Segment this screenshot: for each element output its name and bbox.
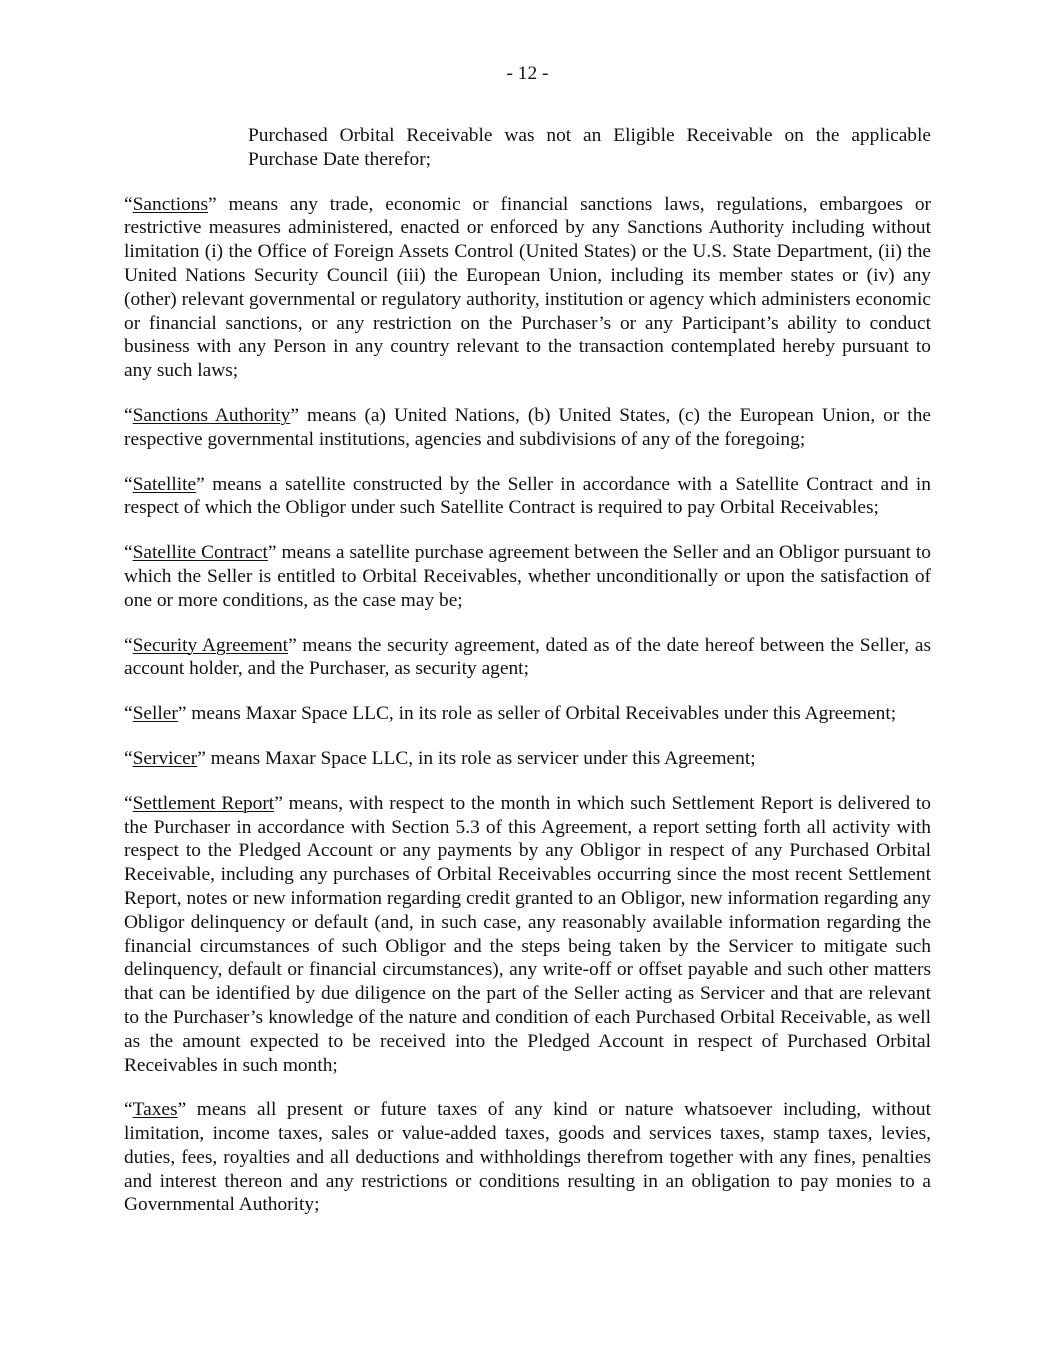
open-quote: “ [124, 792, 133, 814]
definition-text: means a satellite constructed by the Seller in accordance with a Satellite Contract and in respect of which the Obligor under such Satellite Contract is required to pay Orbital Receivables; [124, 473, 931, 519]
document-body [124, 124, 931, 1238]
defined-term: Settlement Report [132, 792, 275, 814]
definition-text: means, with respect to the month in which such Settlement Report is delivered to the Purchaser in accordance with Section 5.3 of this Agreement, a report setting forth all activity with respect to the Pledged Account or any payments by any Obligor in respect of any Purchased Orbital Receivable, including any purchases of Orbital Receivables occurring since the most recent Settlement Report, notes or new information regarding credit granted to an Obligor, new information regarding any Obligor delinquency or default (and, in such case, any reasonably available information regarding the financial circumstances of such Obligor and the steps being taken by the Servicer to mitigate such delinquency, default or financial circumstances), any write-off or offset payable and such other matters that can be identified by due diligence on the part of the Seller acting as Servicer and that are relevant to the Purchaser’s knowledge of the nature and condition of each Purchased Orbital Receivable, as well as the amount expected to be received into the Pledged Account in respect of Purchased Orbital Receivables in such month; [124, 792, 931, 1076]
defined-term: Sanctions Authority [132, 404, 291, 426]
defined-term: Satellite [132, 473, 197, 495]
open-quote: “ [124, 404, 133, 426]
defined-term: Satellite Contract [132, 542, 268, 564]
definition-text: means (a) United Nations, (b) United States, (c) the European Union, or the respective governmental institutions, agencies and subdivisions of any of the foregoing; [124, 404, 931, 450]
definition-text: means Maxar Space LLC, in its role as servicer under this Agreement; [205, 747, 756, 769]
definition-satellite-contract [124, 541, 931, 612]
definition-sanctions [124, 193, 931, 383]
close-quote: ” [208, 193, 217, 215]
definition-sanctions-authority [124, 404, 931, 452]
defined-term: Sanctions [132, 193, 209, 215]
close-quote: ” [267, 542, 277, 564]
definition-text: means any trade, economic or financial sanctions laws, regulations, embargoes or restrictive measures administered, enacted or enforced by any Sanctions Authority including without limitation (i) the Office of Foreign Assets Control (United States) or the U.S. State Department, (ii) the United Nations Security Council (iii) the European Union, including its member states or (iv) any (other) relevant governmental or regulatory authority, institution or agency which administers economic or financial sanctions, or any restriction on the Purchaser’s or any Participant’s ability to conduct business with any Person in any country relevant to the transaction contemplated hereby pursuant to any such laws; [124, 193, 931, 382]
close-quote: ” [274, 792, 283, 814]
continuation-paragraph: Purchased Orbital Receivable was not an Eligible Receivable on the applicable Purchase Date therefor; [248, 125, 931, 170]
defined-term: Servicer [132, 747, 198, 769]
defined-term: Taxes [132, 1099, 178, 1121]
defined-term: Seller [132, 703, 178, 725]
open-quote: “ [124, 634, 133, 656]
close-quote: ” [197, 747, 206, 769]
definition-security-agreement [124, 634, 931, 682]
defined-term: Security Agreement [132, 634, 289, 656]
definition-seller [124, 702, 931, 726]
page-number: - 12 - [506, 63, 549, 84]
definition-text: means all present or future taxes of any kind or nature whatsoever including, without limitation, income taxes, sales or value-added taxes, goods and services taxes, stamp taxes, levies, duties, fees, royalties and all deductions and withholdings therefrom together with any fines, penalties and interest thereon and any restrictions or conditions resulting in an obligation to pay monies to a Governmental Authority; [124, 1099, 931, 1216]
open-quote: “ [124, 747, 133, 769]
open-quote: “ [124, 703, 133, 725]
close-quote: ” [288, 634, 297, 656]
close-quote: ” [177, 1099, 187, 1121]
open-quote: “ [124, 542, 133, 564]
close-quote: ” [290, 404, 299, 426]
definition-taxes [124, 1098, 931, 1217]
definition-text: means the security agreement, dated as of the date hereof between the Seller, as account holder, and the Purchaser, as security agent; [124, 634, 931, 680]
open-quote: “ [124, 193, 133, 215]
open-quote: “ [124, 1099, 133, 1121]
close-quote: ” [177, 703, 187, 725]
definition-servicer [124, 747, 931, 771]
definition-text: means Maxar Space LLC, in its role as seller of Orbital Receivables under this Agreement; [186, 703, 897, 725]
definition-settlement-report [124, 792, 931, 1078]
close-quote: ” [196, 473, 205, 495]
open-quote: “ [124, 473, 133, 495]
definition-satellite [124, 473, 931, 521]
definition-text: means a satellite purchase agreement between the Seller and an Obligor pursuant to which the Seller is entitled to Orbital Receivables, whether unconditionally or upon the satisfaction of one or more conditions, as the case may be; [124, 542, 931, 611]
